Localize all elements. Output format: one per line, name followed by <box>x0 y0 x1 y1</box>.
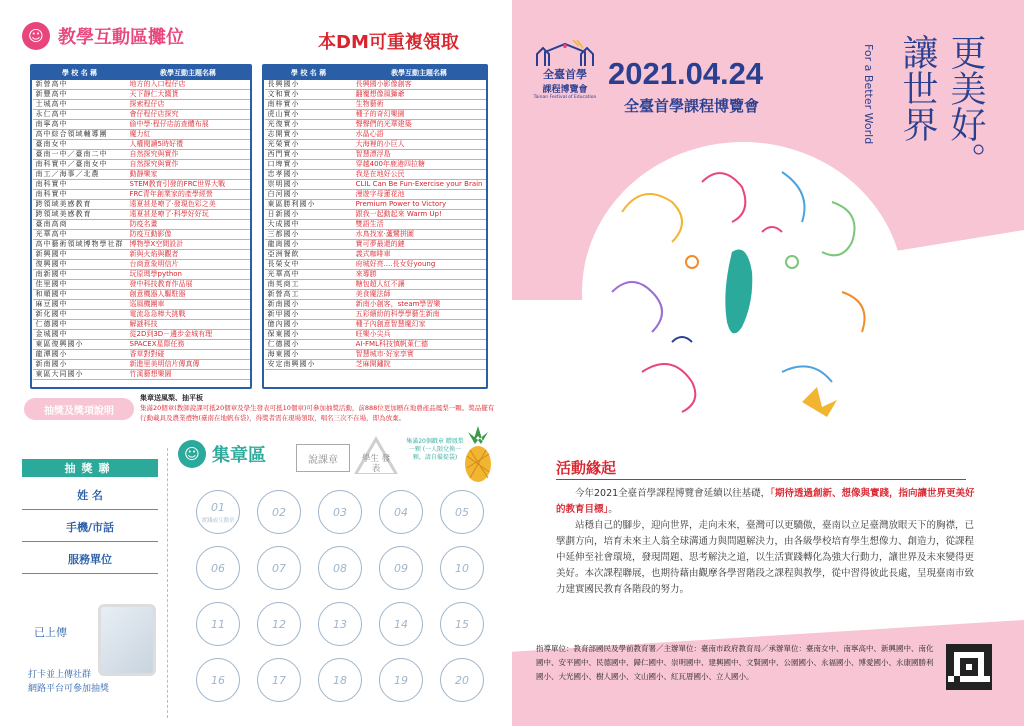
school-name: 亞洲餐飲 <box>265 250 353 260</box>
school-name: 臺南女中 <box>33 140 127 150</box>
topic-name: 防疫互動影像 <box>127 230 250 240</box>
school-name: 文和實小 <box>265 90 353 100</box>
activity-p1-b: 。 <box>608 504 618 515</box>
topic-name: 跟我一起動起來 Warm Up! <box>353 210 486 220</box>
school-name: 三都國小 <box>265 230 353 240</box>
topic-name: 發中科技教育作品展 <box>127 280 250 290</box>
topic-name: 解謎科技 <box>127 320 250 330</box>
booth-table-1 <box>32 66 250 380</box>
topic-name: 博物學X空間設計 <box>127 240 250 250</box>
topic-name: 竹溪藝想樂園 <box>127 370 250 380</box>
table-row <box>265 180 486 190</box>
stamp-number: 12 <box>272 617 286 631</box>
table-row <box>33 190 250 200</box>
stamp-circle <box>440 602 484 646</box>
table-row <box>33 200 250 210</box>
topic-name: 從2D到3D－邊步金城有理 <box>127 330 250 340</box>
school-name: 臺南一中／臺南二中 <box>33 150 127 160</box>
school-name: 海東國小 <box>265 350 353 360</box>
activity-p1-a: 今年2021全臺首學課程博覽會延續以往基礎， <box>575 488 771 499</box>
topic-name: 會仔程仔店探究 <box>127 110 250 120</box>
school-name: 新南國小 <box>265 300 353 310</box>
table-row <box>33 360 250 370</box>
title-en: For a Better World <box>862 44 875 145</box>
qr-code-icon[interactable] <box>946 644 992 690</box>
table-row <box>265 340 486 350</box>
table-row <box>265 240 486 250</box>
topic-name: STEM教育引發的FRC世界大戰 <box>127 180 250 190</box>
topic-name: 人權閱讀5時好禮 <box>127 140 250 150</box>
topic-name: 智慧城市‧好家享實 <box>353 350 486 360</box>
pineapple-icon <box>458 424 498 484</box>
stamp-circle <box>196 490 240 534</box>
topic-name: 天下靜仁大醬貨 <box>127 90 250 100</box>
tag-student: 學生 發表 <box>361 454 391 474</box>
school-name: 光華高中 <box>33 230 127 240</box>
school-name: 虎山實小 <box>265 110 353 120</box>
stamp-circle <box>196 546 240 590</box>
stub-field-name[interactable]: 姓 名 <box>22 480 158 510</box>
topic-name: 地方的入口程仔店 <box>127 80 250 90</box>
stamp-circle <box>318 490 362 534</box>
stamp-number: 03 <box>333 505 347 519</box>
stamp-number: 18 <box>333 673 347 687</box>
topic-name: 新與火焰與觀者 <box>127 250 250 260</box>
table-row <box>265 350 486 360</box>
topic-name: 玩原瑪學python <box>127 270 250 280</box>
topic-name: 台商意象明信片 <box>127 260 250 270</box>
school-name: 臺南高商 <box>33 220 127 230</box>
prize-text <box>140 393 500 423</box>
table-row <box>33 110 250 120</box>
col-topic: 教學互動主題名稱 <box>127 67 250 80</box>
topic-name: 自然探究與實作 <box>127 160 250 170</box>
table-row <box>33 250 250 260</box>
topic-name: 府城好亮....長女好young <box>353 260 486 270</box>
activity-body <box>556 486 976 598</box>
table-row <box>265 310 486 320</box>
activity-title: 活動緣起 <box>556 459 617 477</box>
topic-name: AI-FML科技慎帆萊仁德 <box>353 340 486 350</box>
school-name: 跨領域美感教育 <box>33 200 127 210</box>
school-name: 忠孝國小 <box>265 170 353 180</box>
table-row <box>265 330 486 340</box>
school-name: 新豐高中 <box>33 90 127 100</box>
topic-name: 巡風機團車 <box>127 300 250 310</box>
school-name: 南英商工 <box>265 280 353 290</box>
school-name: 光復實小 <box>265 120 353 130</box>
topic-name: FRC青年創業家的產學經營 <box>127 190 250 200</box>
school-name: 南寧高中 <box>33 120 127 130</box>
activity-p2: 站穩自己的腳步，迎向世界，走向未來，臺灣可以更驕傲，臺南以立足臺灣放眼天下的胸襟，已擘劃方向，培育未來主人翁全球溝通力與問題解決力，由各級學校培育學生想像力、創造力，從課程中延伸至社會環境，發現問題、思考解決之道，以生活實踐轉化為強大行動力，讓世界及未來變得更美好。本次課程聯展，也期待藉由觀摩各學習階段之課程與教學，從中習得彼此長處，呈現臺南市致力建實國民教育各階段的努力。 <box>556 520 975 595</box>
table-row <box>265 270 486 280</box>
table-row <box>265 210 486 220</box>
table-row <box>33 330 250 340</box>
table-row <box>265 290 486 300</box>
table-row <box>33 220 250 230</box>
stamp-title: 集章區 <box>212 445 266 466</box>
school-name: 南新國中 <box>33 270 127 280</box>
topic-name: 生物藝術 <box>353 100 486 110</box>
school-name: 永仁高中 <box>33 110 127 120</box>
school-name: 光榮實小 <box>265 140 353 150</box>
stamp-logo-icon: ☺ <box>178 440 206 468</box>
stub-field-unit[interactable]: 服務單位 <box>22 544 158 574</box>
stamp-circle <box>257 602 301 646</box>
brand-sub: Tainan Festival of Education <box>533 95 597 100</box>
stamp-circle <box>318 546 362 590</box>
school-name: 南科實中／臺南女中 <box>33 160 127 170</box>
topic-name: 香草對對碰 <box>127 350 250 360</box>
col-school: 學 校 名 稱 <box>33 67 127 80</box>
stub-footer <box>28 668 109 696</box>
col-topic: 教學互動主題名稱 <box>353 67 486 80</box>
stamp-circle <box>379 602 423 646</box>
school-name: 新興國中 <box>33 250 127 260</box>
school-name: 南梓實小 <box>265 100 353 110</box>
table-row <box>33 340 250 350</box>
topic-name: 我是在地好公民 <box>353 170 486 180</box>
stamp-number: 16 <box>211 673 225 687</box>
school-name: 口埤實小 <box>265 160 353 170</box>
activity-divider <box>556 479 966 480</box>
table-row <box>33 230 250 240</box>
school-name: 日新國小 <box>265 210 353 220</box>
title-line-1: 讓世界 <box>897 34 938 142</box>
stamp-circle <box>440 658 484 702</box>
table-row <box>33 240 250 250</box>
col-school: 學 校 名 稱 <box>265 67 353 80</box>
topic-name: 來導勝 <box>353 270 486 280</box>
stamp-number: 14 <box>394 617 408 631</box>
school-name: 復興國中 <box>33 260 127 270</box>
school-name: 新化國中 <box>33 310 127 320</box>
temple-icon <box>533 40 597 70</box>
stamp-number: 08 <box>333 561 347 575</box>
topic-name: 魔力紅 <box>127 130 250 140</box>
stamp-number: 10 <box>455 561 469 575</box>
table-row <box>33 100 250 110</box>
stamp-circle <box>196 658 240 702</box>
table-row <box>33 160 250 170</box>
uploaded-label: 已上傳 <box>34 626 67 639</box>
school-name: 志開實小 <box>265 130 353 140</box>
school-name: 新甲國小 <box>265 310 353 320</box>
table-row <box>265 90 486 100</box>
topic-name: 五彩繽紛的科學學藝生新南 <box>353 310 486 320</box>
school-name: 和順國中 <box>33 290 127 300</box>
prize-label: 抽獎及獎項說明 <box>24 398 134 420</box>
school-name: 新南國小 <box>33 360 127 370</box>
stamp-number: 13 <box>333 617 347 631</box>
table-row <box>33 180 250 190</box>
table-row <box>265 110 486 120</box>
school-name: 安定南興國小 <box>265 360 353 370</box>
stamp-circle <box>318 602 362 646</box>
topic-name: 糖包超人紅不讓 <box>353 280 486 290</box>
topic-name: 遠夏甚是嘹了‧科學好好玩 <box>127 210 250 220</box>
activity-p1 <box>556 486 976 518</box>
tablet-icon <box>98 604 156 676</box>
topic-name: SPACEX星際任務 <box>127 340 250 350</box>
topic-name: 動靜樂家 <box>127 170 250 180</box>
table-row <box>265 190 486 200</box>
topic-name: 新進里美明信片傳真傳 <box>127 360 250 370</box>
stamp-circle <box>440 490 484 534</box>
stamp-circle <box>257 546 301 590</box>
title-line-2: 更美好。 <box>945 34 986 178</box>
school-name: 東區復興國小 <box>33 340 127 350</box>
stamp-number: 15 <box>455 617 469 631</box>
stub-field-phone[interactable]: 手機/市話 <box>22 512 158 542</box>
topic-name: 防疫名畫 <box>127 220 250 230</box>
stub-foot-line-1: 打卡並上傳社群 <box>28 670 92 680</box>
stamp-number: 09 <box>394 561 408 575</box>
table-row <box>265 300 486 310</box>
school-name: 長榮女中 <box>265 260 353 270</box>
table-row <box>265 170 486 180</box>
stamp-circle <box>379 490 423 534</box>
table-row <box>265 80 486 90</box>
topic-name: 長興國小影像創客 <box>353 80 486 90</box>
school-name: 麻豆國中 <box>33 300 127 310</box>
school-name: 大成國中 <box>265 220 353 230</box>
prize-title: 集章送風梨、抽平板 <box>140 394 203 402</box>
stamp-number: 20 <box>455 673 469 687</box>
topic-name: 漫遊字母蓮花池 <box>353 190 486 200</box>
organizers: 指導單位：教育部國民及學前教育署／主辦單位：臺南市政府教育局／承辦單位：臺南女中、南寧高中、新興國中、南化國中、安平國中、民德國中、歸仁國中、崇明國中、建興國中、文賢國中、公園國小、永福國小、博愛國小、永康國勝利國小、大光國小、樹人國小、文山國小、紅瓦厝國小、立人國小。 <box>536 644 934 681</box>
doodle-art <box>582 142 904 442</box>
table-row <box>265 160 486 170</box>
table-row <box>265 100 486 110</box>
topic-name: 聲聲們的光華建築 <box>353 120 486 130</box>
school-name: 仁德國小 <box>265 340 353 350</box>
school-name: 長興國小 <box>265 80 353 90</box>
topic-name: 寶可夢最還的鏈 <box>353 240 486 250</box>
topic-name: 美食魔法師 <box>353 290 486 300</box>
table-row <box>265 360 486 370</box>
logo-icon: ☺ <box>22 22 50 50</box>
table-row <box>33 280 250 290</box>
stamp-note-first: 實踐或互動章 <box>201 517 235 524</box>
stamp-circle <box>257 658 301 702</box>
school-name: 佳里國中 <box>33 280 127 290</box>
topic-name: 大海裡的小巨人 <box>353 140 486 150</box>
topic-name: 電流急急棒大挑戰 <box>127 310 250 320</box>
table-row <box>265 120 486 130</box>
table-row <box>33 90 250 100</box>
school-name: 保東國小 <box>265 330 353 340</box>
topic-name: 水鳥找家‧蘆鷺拼圖 <box>353 230 486 240</box>
topic-name: 遠夏甚是嘹了‧發現色彩之美 <box>127 200 250 210</box>
stamp-number: 17 <box>272 673 286 687</box>
table-row <box>265 200 486 210</box>
school-name: 金城國中 <box>33 330 127 340</box>
school-name: 崇明國小 <box>265 180 353 190</box>
stamp-number: 05 <box>455 505 469 519</box>
table-row <box>33 150 250 160</box>
topic-name: 穿越400年鹿港四拉糖 <box>353 160 486 170</box>
stamp-number: 01 <box>211 500 225 514</box>
school-name: 仁德國中 <box>33 320 127 330</box>
school-name: 東區大同國小 <box>33 370 127 380</box>
stamp-circle <box>257 490 301 534</box>
table-row <box>33 320 250 330</box>
topic-name: 自然探究與實作 <box>127 150 250 160</box>
topic-name: Premium Power to Victory <box>353 200 486 210</box>
table-row <box>265 320 486 330</box>
school-name: 東區勝利國小 <box>265 200 353 210</box>
table-row <box>33 170 250 180</box>
topic-name: 創意機器人驅駐器 <box>127 290 250 300</box>
school-name: 西門實小 <box>265 150 353 160</box>
booth-table-2 <box>264 66 486 370</box>
expo-name: 全臺首學課程博覽會 <box>624 97 760 115</box>
stamp-circle <box>318 658 362 702</box>
table-row <box>33 80 250 90</box>
school-name: 跨領域美感教育 <box>33 210 127 220</box>
stamp-number: 04 <box>394 505 408 519</box>
topic-name: 芝麻開鏽院 <box>353 360 486 370</box>
table-row <box>33 310 250 320</box>
stamp-note: 集滿20個戳章 贈鳳梨一顆 (一人限兌換一顆，請自備提袋) <box>406 438 464 461</box>
school-name: 土城高中 <box>33 100 127 110</box>
table-row <box>33 370 250 380</box>
activity-p1-highlight: 「期待透過創新、想像與實踐，指向讓世界更美好的教育目標」 <box>556 488 975 515</box>
school-name: 南工／海事／北農 <box>33 170 127 180</box>
school-name: 南科實中 <box>33 190 127 200</box>
stamp-circle <box>196 602 240 646</box>
table-row <box>265 230 486 240</box>
stub-title: 抽獎聯 <box>22 459 158 477</box>
table-row <box>33 140 250 150</box>
prize-body: 集滿20個章(教師說課可抵20個章及學生發表可抵10個章)可參加抽獎活動，前888位更加贈在地農產品鳳梨一顆。獎品擺有行動載具及農業禮物(臺南在地帆布袋)，得獎者需在現場領取，唱名三次不在場，即為放棄。 <box>140 404 495 422</box>
table-row <box>265 260 486 270</box>
topic-name: 雙語生活 <box>353 220 486 230</box>
stub-foot-line-2: 網路平台可參加抽獎 <box>28 684 110 694</box>
topic-name: 種子的奇幻樂園 <box>353 110 486 120</box>
table-row <box>265 130 486 140</box>
stamp-number: 06 <box>211 561 225 575</box>
stamp-circle <box>379 546 423 590</box>
booth-section-title: 教學互動區攤位 <box>58 27 184 48</box>
school-name: 新營高中 <box>33 80 127 90</box>
stamp-number: 19 <box>394 673 408 687</box>
school-name: 龍崗國小 <box>265 240 353 250</box>
topic-name: 新南小創客，steam學習樂 <box>353 300 486 310</box>
brand-name-2: 課程博覽會 <box>542 85 588 95</box>
table-row <box>33 350 250 360</box>
stamp-number: 11 <box>211 617 225 631</box>
table-row <box>33 260 250 270</box>
topic-name: 旺樂小尖兵 <box>353 330 486 340</box>
school-name: 億內國小 <box>265 320 353 330</box>
table-row <box>33 300 250 310</box>
topic-name: 智慧漂浮島 <box>353 150 486 160</box>
topic-name: 種子內創意智慧魔幻家 <box>353 320 486 330</box>
event-date: 2021.04.24 <box>608 56 764 91</box>
school-name: 南科實中 <box>33 180 127 190</box>
table-row <box>33 120 250 130</box>
table-row <box>33 130 250 140</box>
school-name: 新營高工 <box>265 290 353 300</box>
topic-name: CLIL Can Be Fun-Exercise your Brain <box>353 180 486 190</box>
table-row <box>33 270 250 280</box>
stamp-header <box>178 440 266 468</box>
topic-name: 偷中學‧程仔店訪查體布展 <box>127 120 250 130</box>
dm-note: 本DM可重複領取 <box>318 32 459 53</box>
stamp-circle <box>440 546 484 590</box>
booth-section-header <box>22 22 184 50</box>
table-row <box>265 140 486 150</box>
school-name: 高中藝術領域博物學社群 <box>33 240 127 250</box>
topic-name: 水晶心語 <box>353 130 486 140</box>
table-row <box>33 210 250 220</box>
stamp-circle <box>379 658 423 702</box>
tag-talk: 說課章 <box>296 444 350 472</box>
school-name: 光華高中 <box>265 270 353 280</box>
topic-name: 翻覆想像風獅爺 <box>353 90 486 100</box>
topic-name: 探索程仔店 <box>127 100 250 110</box>
hero-illustration <box>582 142 904 442</box>
stamp-number: 02 <box>272 505 286 519</box>
table-row <box>33 290 250 300</box>
stamp-number: 07 <box>272 561 286 575</box>
table-row <box>265 280 486 290</box>
brand-name: 全臺首學 <box>543 68 587 81</box>
school-name: 白河國小 <box>265 190 353 200</box>
table-row <box>265 220 486 230</box>
table-row <box>265 250 486 260</box>
school-name: 龍潭國小 <box>33 350 127 360</box>
brand-logo <box>530 40 600 100</box>
topic-name: 義式咖啡車 <box>353 250 486 260</box>
table-row <box>265 150 486 160</box>
school-name: 高中綜合領域輔導團 <box>33 130 127 140</box>
